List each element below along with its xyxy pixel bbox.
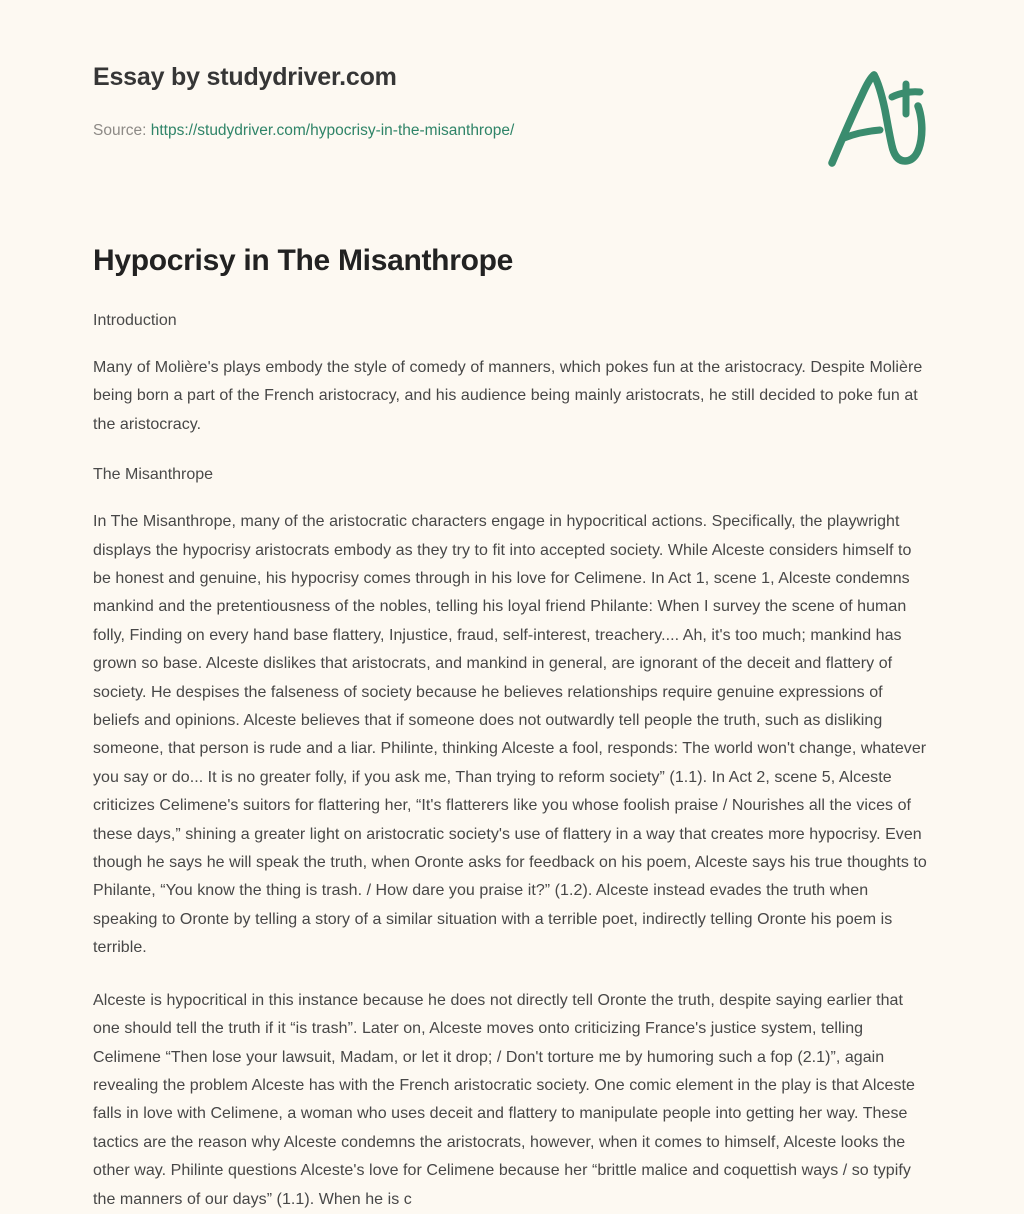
source-label: Source:: [93, 122, 151, 139]
paragraph-misanthrope-2: Alceste is hypocritical in this instance because he does not directly tell Oronte the truth, despite saying earlier that one should tell the truth if it “is trash”. Later on, Alceste moves onto criticizing France's justice system, telling Celimene “Then lose your lawsuit, Madam, or let it drop; / Don't torture me by humoring such a fop (2.1)”, again revealing the problem Alceste has with the French aristocratic society. One comic element in the play is that Alceste falls in love with Celimene, a woman who uses deceit and flattery to manipulate people into getting her way. These tactics are the reason why Alceste condemns the aristocrats, however, when it comes to himself, Alceste looks the other way. Philinte questions Alceste's love for Celimene because her “brittle malice and coquettish ways / so typify the manners of our days” (1.1). When he is c: [93, 991, 915, 1208]
a-plus-logo-glyph: [806, 62, 936, 180]
section-heading-introduction: Introduction: [93, 311, 177, 329]
studydriver-a-plus-logo-icon[interactable]: [806, 62, 936, 180]
paragraph-intro-1: Many of Molière's plays embody the style of comedy of manners, which pokes fun at the aristocracy. Despite Molière being born a part of the French aristocracy, and his audience being mainly aristocrats, he still decided to poke fun at the aristocracy.: [93, 358, 923, 433]
source-line: [93, 122, 514, 140]
document-header: [0, 0, 1024, 200]
paragraph-misanthrope-1: In The Misanthrope, many of the aristocratic characters engage in hypocritical actions. Specifically, the playwright displays the hypocrisy aristocrats embody as they try to fit into accepted society. While Alceste considers himself to be honest and genuine, his hypocrisy comes through in his love for Celimene. In Act 1, scene 1, Alceste condemns mankind and the pretentiousness of the nobles, telling his loyal friend Philante: When I survey the scene of human folly, Finding on every hand base flattery, Injustice, fraud, self-interest, treachery.... Ah, it's too much; mankind has grown so base. Alceste dislikes that aristocrats, and mankind in general, are ignorant of the deceit and flattery of society. He despises the falseness of society because he believes relationships require genuine expressions of beliefs and opinions. Alceste believes that if someone does not outwardly tell people the truth, such as disliking someone, that person is rude and a liar. Philinte, thinking Alceste a fool, responds: The world won't change, whatever you say or do... It is no greater folly, if you ask me, Than trying to reform society” (1.1). In Act 2, scene 5, Alceste criticizes Celimene's suitors for flattering her, “It's flatterers like you whose foolish praise / Nourishes all the vices of these days,” shining a greater light on aristocratic society's use of flattery in a way that creates more hypocrisy. Even though he says he will speak the truth, when Oronte asks for feedback on his poem, Alceste says his true thoughts to Philante, “You know the thing is trash. / How dare you praise it?” (1.2). Alceste instead evades the truth when speaking to Oronte by telling a story of a similar situation with a terrible poet, indirectly telling Oronte his poem is terrible.: [93, 513, 927, 957]
brand-byline: Essay by studydriver.com: [93, 63, 397, 91]
section-heading-the-misanthrope: The Misanthrope: [93, 466, 214, 483]
page-title: Hypocrisy in The Misanthrope: [93, 244, 514, 277]
source-url-link[interactable]: https://studydriver.com/hypocrisy-in-the-misanthrope/: [150, 122, 515, 139]
document-body: [93, 243, 929, 1214]
